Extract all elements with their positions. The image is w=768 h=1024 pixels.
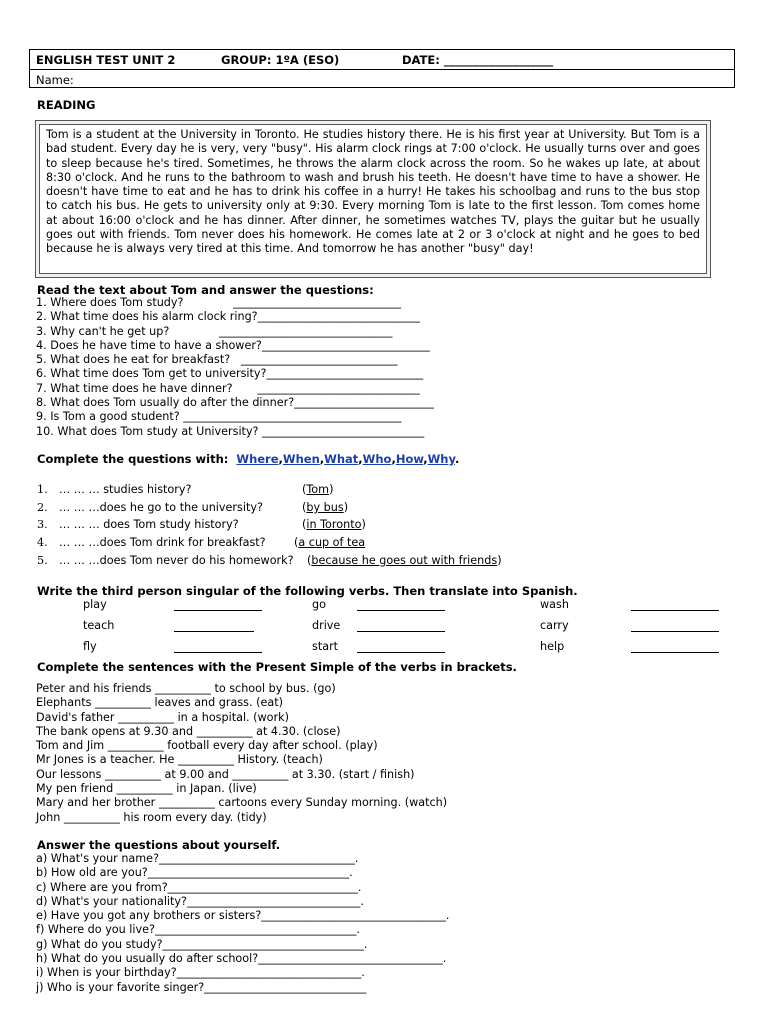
verb-blank[interactable]	[631, 641, 719, 653]
personal-question[interactable]: j) Who is your favorite singer?_____________________________	[36, 980, 367, 994]
wh-item-answer: (because he goes out with friends)	[307, 554, 502, 567]
verb-blank[interactable]	[174, 641, 262, 653]
reading-heading: READING	[37, 98, 96, 112]
wh-item-question: … … … does Tom study history?	[59, 518, 239, 531]
verbs-heading: Write the third person singular of the following verbs. Then translate into Spanish.	[37, 584, 578, 598]
reading-text: Tom is a student at the University in Toronto. He studies history there. He is his first year at University. But Tom is a bad student. Every day he is very, very "busy". His alarm clock rings at 7:00 o'clock. He usually turns over and goes to sleep because he's tired. Sometimes, he throws the alarm clock across the room. So he wakes up late, at about 8:30 o'clock. And he runs to the bathroom to wash and brush his teeth. He doesn't have time to have a shower. He doesn't have time to eat and he has to drink his coffee in a hurry! He takes his schoolbag and runs to the bus stop to catch his bus. He gets to university only at 9:30. Every morning Tom is late to the first lesson. Tom comes home at about 16:00 o'clock and he has dinner. After dinner, he sometimes watches TV, plays the guitar but he usually goes out with friends. Tom never does his homework. He comes late at 2 or 3 o'clock at night and he goes to bed because he is always very tired at this time. And tomorrow he has another "busy" day!	[39, 124, 707, 274]
wh-item-answer: (in Toronto)	[302, 518, 366, 531]
verb-blank[interactable]	[174, 599, 262, 611]
wh-word[interactable]: Who	[362, 452, 392, 466]
verb-label: carry	[540, 619, 569, 632]
personal-question[interactable]: h) What do you usually do after school?_________________________________.	[36, 952, 447, 966]
sentence-item[interactable]: My pen friend __________ in Japan. (live)	[36, 782, 257, 796]
verb-blank[interactable]	[357, 641, 445, 653]
about-yourself-list	[36, 852, 449, 995]
personal-question[interactable]: e) Have you got any brothers or sisters?_________________________________.	[36, 909, 450, 923]
wh-item-question: … … …does Tom drink for breakfast?	[59, 536, 266, 549]
question-item[interactable]: 7. What time does he have dinner? _____________________________	[36, 381, 420, 395]
wh-word[interactable]: When	[282, 452, 320, 466]
personal-question[interactable]: d) What's your nationality?_______________________________.	[36, 894, 364, 908]
question-item[interactable]: 6. What time does Tom get to university?____________________________	[36, 367, 424, 381]
questions-list	[36, 296, 434, 439]
question-item[interactable]: 2. What time does his alarm clock ring?_____________________________	[36, 310, 420, 324]
verb-blank[interactable]	[174, 620, 254, 632]
question-item[interactable]: 4. Does he have time to have a shower?______________________________	[36, 338, 430, 352]
question-item[interactable]: 10. What does Tom study at University? _____________________________	[36, 424, 425, 438]
verb-blank[interactable]	[357, 620, 445, 632]
wh-word[interactable]: Where	[236, 452, 279, 466]
wh-word[interactable]: Why	[427, 452, 455, 466]
questions-heading: Read the text about Tom and answer the questions:	[37, 283, 374, 297]
sentence-item[interactable]: Peter and his friends __________ to school by bus. (go)	[36, 682, 336, 695]
personal-question[interactable]: c) Where are you from?__________________________________.	[36, 880, 362, 894]
verb-label: help	[540, 640, 565, 653]
verb-blank[interactable]	[357, 599, 445, 611]
personal-question[interactable]: b) How old are you?____________________________________.	[36, 866, 353, 880]
personal-question[interactable]: a) What's your name?___________________________________.	[36, 852, 359, 865]
verb-label: start	[312, 640, 339, 653]
wh-words: Where,When,What,Who,How,Why.	[236, 452, 460, 466]
wh-word[interactable]: How	[395, 452, 424, 466]
wh-item-number: 1.	[37, 483, 48, 496]
verb-label: wash	[540, 598, 569, 611]
verb-label: drive	[312, 619, 341, 632]
verb-label: go	[312, 598, 326, 611]
question-item[interactable]: 5. What does he eat for breakfast? ____________________________	[36, 353, 398, 367]
wh-item[interactable]	[37, 501, 349, 514]
wh-heading	[37, 452, 459, 466]
group-label: GROUP: 1ºA (ESO)	[221, 53, 340, 67]
question-item[interactable]: 3. Why can't he get up? _______________________________	[36, 324, 393, 338]
sentence-item[interactable]: Tom and Jim __________ football every day after school. (play)	[36, 739, 378, 753]
wh-item[interactable]	[37, 518, 366, 531]
present-simple-list	[36, 682, 447, 825]
wh-item-answer: (a cup of tea	[294, 536, 366, 549]
question-item[interactable]: 8. What does Tom usually do after the dinner?_________________________	[36, 396, 434, 410]
header-box	[29, 49, 735, 88]
header-row	[36, 53, 553, 67]
question-item[interactable]: 1. Where does Tom study? ______________________________	[36, 296, 402, 309]
sentence-item[interactable]: David's father __________ in a hospital. (work)	[36, 710, 289, 724]
wh-item-number: 2.	[37, 501, 48, 514]
name-field[interactable]: Name:	[36, 73, 74, 87]
test-title: ENGLISH TEST UNIT 2	[36, 53, 176, 67]
wh-item[interactable]	[37, 483, 334, 496]
wh-item-number: 3.	[37, 518, 48, 531]
wh-item-answer: (Tom)	[302, 483, 334, 496]
reading-frame	[35, 120, 711, 278]
wh-item-answer: (by bus)	[302, 501, 349, 514]
wh-item-number: 5.	[37, 554, 48, 567]
wh-item-number: 4.	[37, 536, 48, 549]
question-item[interactable]: 9. Is Tom a good student? _______________________________________	[36, 410, 402, 424]
header-divider	[30, 69, 734, 70]
wh-word[interactable]: What	[324, 452, 359, 466]
wh-item-question: … … …does Tom never do his homework?	[59, 554, 294, 567]
verb-label: fly	[83, 640, 97, 653]
date-field[interactable]: DATE: ___________________	[402, 53, 554, 67]
sentence-item[interactable]: John __________ his room every day. (tidy)	[36, 810, 267, 824]
sentence-item[interactable]: Mary and her brother __________ cartoons every Sunday morning. (watch)	[36, 796, 448, 810]
sentence-item[interactable]: The bank opens at 9.30 and __________ at 4.30. (close)	[36, 724, 341, 738]
verb-blank[interactable]	[631, 599, 719, 611]
sentence-item[interactable]: Elephants __________ leaves and grass. (eat)	[36, 696, 283, 710]
personal-question[interactable]: i) When is your birthday?_________________________________.	[36, 966, 365, 980]
present-simple-heading: Complete the sentences with the Present Simple of the verbs in brackets.	[37, 660, 517, 674]
verb-label: play	[83, 598, 107, 611]
wh-item-question: … … …does he go to the university?	[59, 501, 263, 514]
personal-question[interactable]: g) What do you study?____________________________________.	[36, 937, 368, 951]
sentence-item[interactable]: Mr Jones is a teacher. He __________ History. (teach)	[36, 753, 323, 767]
wh-heading-text: Complete the questions with:	[37, 452, 229, 466]
verb-blank[interactable]	[631, 620, 719, 632]
personal-question[interactable]: f) Where do you live?____________________________________.	[36, 923, 360, 937]
sentence-item[interactable]: Our lessons __________ at 9.00 and __________ at 3.30. (start / finish)	[36, 767, 415, 781]
wh-item-question: … … … studies history?	[59, 483, 192, 496]
wh-item[interactable]	[37, 536, 366, 549]
wh-item[interactable]	[37, 554, 502, 567]
verb-label: teach	[83, 619, 115, 632]
about-yourself-heading: Answer the questions about yourself.	[37, 838, 281, 852]
